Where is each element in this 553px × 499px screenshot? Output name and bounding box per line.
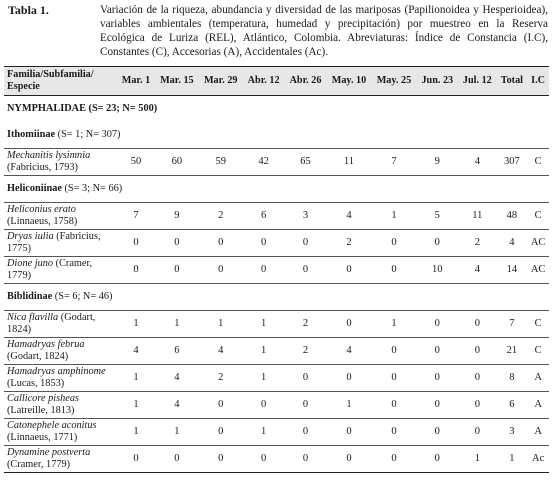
subfamily-cell: [4, 122, 549, 149]
header-abr26: Abr. 26: [289, 75, 322, 86]
value-cell: 1: [155, 311, 199, 338]
value-cell: 0: [117, 446, 155, 473]
subfamily-row: [4, 284, 549, 311]
value-cell: 59: [199, 149, 243, 176]
value-cell: 0: [416, 230, 458, 257]
value-cell: 0: [326, 419, 371, 446]
header-may10: May. 10: [331, 75, 367, 86]
value-cell: 0: [371, 230, 416, 257]
value-cell: 1: [243, 311, 285, 338]
value-cell: 4: [458, 257, 496, 284]
species-cell: [4, 446, 117, 473]
header-jun23: Jun. 23: [421, 75, 454, 86]
species-name: Catonephele aconitus: [7, 420, 97, 431]
value-cell: 1: [243, 419, 285, 446]
value-cell: 4: [458, 149, 496, 176]
value-cell: 0: [416, 338, 458, 365]
value-cell: 0: [458, 311, 496, 338]
value-cell: 0: [117, 257, 155, 284]
value-cell: 8: [497, 365, 528, 392]
subfamily-name: Biblidinae: [7, 291, 53, 302]
value-cell: 0: [416, 446, 458, 473]
value-cell: 1: [117, 365, 155, 392]
species-cell: [4, 203, 117, 230]
value-cell: A: [527, 419, 549, 446]
value-cell: 3: [497, 419, 528, 446]
species-name: Nica flavilla: [7, 312, 59, 323]
table-row: [4, 203, 549, 230]
value-cell: 4: [117, 338, 155, 365]
value-cell: 0: [243, 257, 285, 284]
table-row: [4, 149, 549, 176]
species-name: Hamadryas amphinome: [7, 366, 106, 377]
family-row: [4, 96, 549, 123]
value-cell: 0: [416, 311, 458, 338]
value-cell: 0: [155, 446, 199, 473]
species-author: (Cramer, 1779): [7, 459, 71, 470]
species-cell: [4, 365, 117, 392]
species-author: (Godart, 1824): [7, 312, 96, 335]
header-may25: May. 25: [376, 75, 412, 86]
value-cell: 0: [416, 365, 458, 392]
value-cell: 7: [371, 149, 416, 176]
value-cell: 0: [326, 365, 371, 392]
value-cell: 1: [458, 446, 496, 473]
value-cell: AC: [527, 257, 549, 284]
value-cell: 0: [458, 365, 496, 392]
species-name: Mechanitis lysimnia: [7, 150, 91, 161]
header-mar29: Mar. 29: [203, 75, 238, 86]
value-cell: 9: [155, 203, 199, 230]
family-name: NYMPHALIDAE (S= 23; N= 500): [7, 103, 158, 114]
value-cell: 4: [497, 230, 528, 257]
butterfly-table: [4, 66, 549, 473]
caption-label: Tabla 1.: [8, 3, 49, 17]
value-cell: 4: [199, 338, 243, 365]
value-cell: 2: [285, 338, 327, 365]
value-cell: 65: [285, 149, 327, 176]
value-cell: 7: [117, 203, 155, 230]
value-cell: 0: [199, 230, 243, 257]
value-cell: 0: [199, 257, 243, 284]
value-cell: 0: [243, 392, 285, 419]
header-abr12: Abr. 12: [247, 75, 280, 86]
value-cell: 0: [199, 419, 243, 446]
table-row: [4, 230, 549, 257]
value-cell: 7: [497, 311, 528, 338]
value-cell: 0: [326, 446, 371, 473]
header-row: [4, 67, 549, 96]
value-cell: 1: [155, 419, 199, 446]
subfamily-meta: (S= 1; N= 307): [57, 129, 121, 140]
value-cell: 0: [243, 230, 285, 257]
value-cell: 1: [326, 392, 371, 419]
table-row: [4, 338, 549, 365]
species-name: Callicore pisheas: [7, 393, 79, 404]
value-cell: 0: [285, 446, 327, 473]
table-row: [4, 446, 549, 473]
value-cell: 0: [243, 446, 285, 473]
value-cell: 21: [497, 338, 528, 365]
value-cell: 11: [458, 203, 496, 230]
value-cell: 2: [199, 203, 243, 230]
value-cell: 4: [326, 338, 371, 365]
value-cell: 11: [326, 149, 371, 176]
value-cell: 48: [497, 203, 528, 230]
value-cell: 10: [416, 257, 458, 284]
value-cell: 0: [285, 230, 327, 257]
species-cell: [4, 338, 117, 365]
value-cell: 0: [458, 392, 496, 419]
value-cell: 50: [117, 149, 155, 176]
value-cell: 1: [117, 392, 155, 419]
value-cell: 0: [326, 311, 371, 338]
value-cell: 0: [371, 257, 416, 284]
value-cell: 4: [155, 392, 199, 419]
value-cell: 1: [371, 311, 416, 338]
species-cell: [4, 311, 117, 338]
species-name: Heliconius erato: [7, 204, 76, 215]
value-cell: 0: [416, 419, 458, 446]
header-mar15: Mar. 15: [160, 75, 194, 86]
subfamily-row: [4, 122, 549, 149]
value-cell: 0: [199, 446, 243, 473]
species-cell: [4, 149, 117, 176]
species-author: (Cramer, 1779): [7, 258, 93, 281]
value-cell: 0: [458, 419, 496, 446]
table-row: [4, 419, 549, 446]
subfamily-cell: [4, 284, 549, 311]
value-cell: 0: [416, 392, 458, 419]
species-cell: [4, 419, 117, 446]
species-author: (Linnaeus, 1771): [7, 432, 78, 443]
header-jul12: Jul. 12: [462, 75, 492, 86]
subfamily-name: Ithomiinae: [7, 129, 56, 140]
value-cell: 0: [458, 338, 496, 365]
header-species: Familia/Subfamilia/ Especie: [7, 69, 94, 92]
value-cell: C: [527, 311, 549, 338]
header-ic: I.C: [531, 75, 546, 86]
value-cell: 2: [326, 230, 371, 257]
value-cell: 1: [371, 203, 416, 230]
value-cell: 4: [155, 365, 199, 392]
table-row: [4, 392, 549, 419]
subfamily-cell: [4, 176, 549, 203]
species-author: (Linnaeus, 1758): [7, 216, 78, 227]
species-cell: [4, 392, 117, 419]
value-cell: 6: [497, 392, 528, 419]
value-cell: 0: [285, 257, 327, 284]
value-cell: A: [527, 392, 549, 419]
species-author: (Lucas, 1853): [7, 378, 65, 389]
value-cell: 42: [243, 149, 285, 176]
table-row: [4, 365, 549, 392]
species-cell: [4, 257, 117, 284]
value-cell: C: [527, 203, 549, 230]
value-cell: 0: [285, 419, 327, 446]
value-cell: 0: [371, 338, 416, 365]
value-cell: 0: [199, 392, 243, 419]
table-row: [4, 311, 549, 338]
value-cell: 14: [497, 257, 528, 284]
value-cell: 0: [285, 392, 327, 419]
value-cell: 2: [458, 230, 496, 257]
subfamily-meta: (S= 3; N= 66): [64, 183, 123, 194]
subfamily-row: [4, 176, 549, 203]
value-cell: C: [527, 149, 549, 176]
value-cell: 0: [371, 365, 416, 392]
header-total: Total: [500, 75, 524, 86]
caption-text: Variación de la riqueza, abundancia y diversidad de las mariposas (Papilionoidea y Hesperioidea), variables ambientales (temperatura, humedad y precipitación) por muestreo en la Reserva Ecológica de Luriza (REL), Atlántico, Colombia. Abreviaturas: Índice de Constancia (I.C), Constantes (C), Accesorias (A), Accidentales (Ac).: [100, 4, 548, 58]
table-body: [4, 96, 549, 473]
species-name: Dione juno: [7, 258, 54, 269]
value-cell: 9: [416, 149, 458, 176]
value-cell: 1: [117, 311, 155, 338]
value-cell: 5: [416, 203, 458, 230]
value-cell: 0: [326, 257, 371, 284]
table-row: [4, 257, 549, 284]
species-author: (Godart, 1824): [7, 351, 69, 362]
value-cell: Ac: [527, 446, 549, 473]
species-name: Hamadryas februa: [7, 339, 85, 350]
value-cell: 0: [371, 419, 416, 446]
header-mar1: Mar. 1: [121, 75, 151, 86]
value-cell: A: [527, 365, 549, 392]
value-cell: 1: [199, 311, 243, 338]
species-author: (Fabricius, 1775): [7, 231, 101, 254]
subfamily-meta: (S= 6; N= 46): [54, 291, 113, 302]
value-cell: 60: [155, 149, 199, 176]
value-cell: 0: [285, 365, 327, 392]
value-cell: 2: [285, 311, 327, 338]
value-cell: 1: [243, 338, 285, 365]
value-cell: 0: [155, 257, 199, 284]
value-cell: 1: [497, 446, 528, 473]
table-header: [4, 67, 549, 96]
value-cell: 1: [243, 365, 285, 392]
value-cell: 1: [117, 419, 155, 446]
species-cell: [4, 230, 117, 257]
value-cell: 4: [326, 203, 371, 230]
value-cell: 0: [371, 392, 416, 419]
species-name: Dynamine postverta: [7, 447, 91, 458]
species-author: (Latreille, 1813): [7, 405, 75, 416]
value-cell: 6: [243, 203, 285, 230]
value-cell: 2: [199, 365, 243, 392]
value-cell: 307: [497, 149, 528, 176]
value-cell: C: [527, 338, 549, 365]
value-cell: 0: [371, 446, 416, 473]
value-cell: AC: [527, 230, 549, 257]
value-cell: 0: [155, 230, 199, 257]
value-cell: 6: [155, 338, 199, 365]
subfamily-name: Heliconiinae: [7, 183, 62, 194]
species-name: Dryas iulia: [7, 231, 54, 242]
value-cell: 0: [117, 230, 155, 257]
value-cell: 3: [285, 203, 327, 230]
species-author: (Fabricius, 1793): [7, 162, 78, 173]
